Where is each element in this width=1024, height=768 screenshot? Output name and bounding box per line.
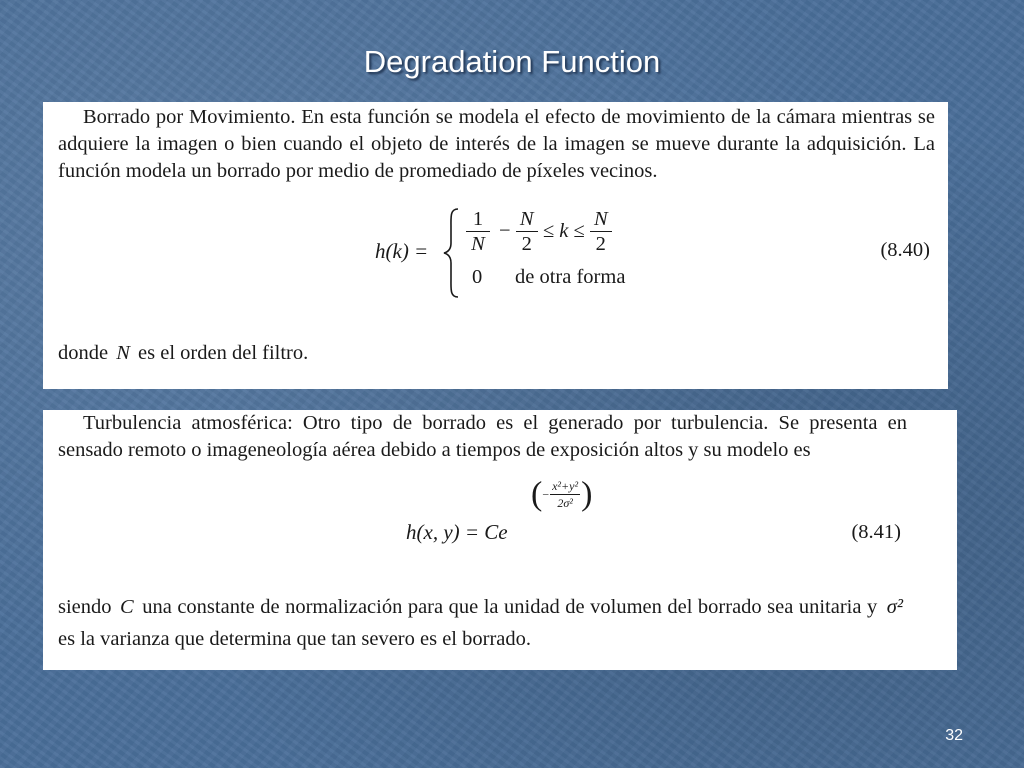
equation-number: (8.41): [851, 521, 901, 543]
motion-blur-panel: [43, 102, 948, 389]
page-number: 32: [945, 727, 963, 744]
case2-condition: de otra forma: [515, 266, 626, 288]
equation-8-40: [58, 193, 935, 308]
equation-lhs: h(k) =: [375, 239, 429, 263]
equation-8-41: [58, 464, 907, 576]
turbulence-paragraph: Turbulencia atmosférica: Otro tipo de borrado es el generado por turbulencia. Se presenta en sensado remoto o imageneología aérea debido a tiempos de exposición altos y su modelo es: [58, 412, 907, 461]
equation-number: (8.40): [880, 239, 930, 261]
case1-condition: − $\frac{N}{2}$ ≤ k ≤ $\frac{N}{2}$: [499, 207, 612, 256]
case1-fraction: $\frac{1}{N}$: [466, 207, 490, 256]
slide-title: Degradation Function: [363, 44, 661, 79]
case2-value: 0: [472, 266, 483, 288]
exponent-group: (− $\frac{\text{x²+y²}}{\text{2σ²}}$ ): [531, 475, 593, 513]
equation-lhs: h(x, y) = Ce: [406, 520, 508, 544]
motion-blur-paragraph: Borrado por Movimiento. En esta función se modela el efecto de movimiento de la cámara mientras se adquiere la imagen o bien cuando el objeto de interés de la imagen se mueve durante la adquisición. La función modela un borrado por medio de promediado de píxeles vecinos.: [58, 106, 935, 182]
turbulence-footer: siendo C una constante de normalización para que la unidad de volumen del borrado sea unitaria y σ² es la varianza que determina que tan severo es el borrado.: [58, 596, 903, 650]
motion-blur-footer: donde N es el orden del filtro.: [58, 342, 309, 364]
left-brace-icon: [442, 207, 462, 299]
turbulence-panel: [43, 410, 957, 670]
